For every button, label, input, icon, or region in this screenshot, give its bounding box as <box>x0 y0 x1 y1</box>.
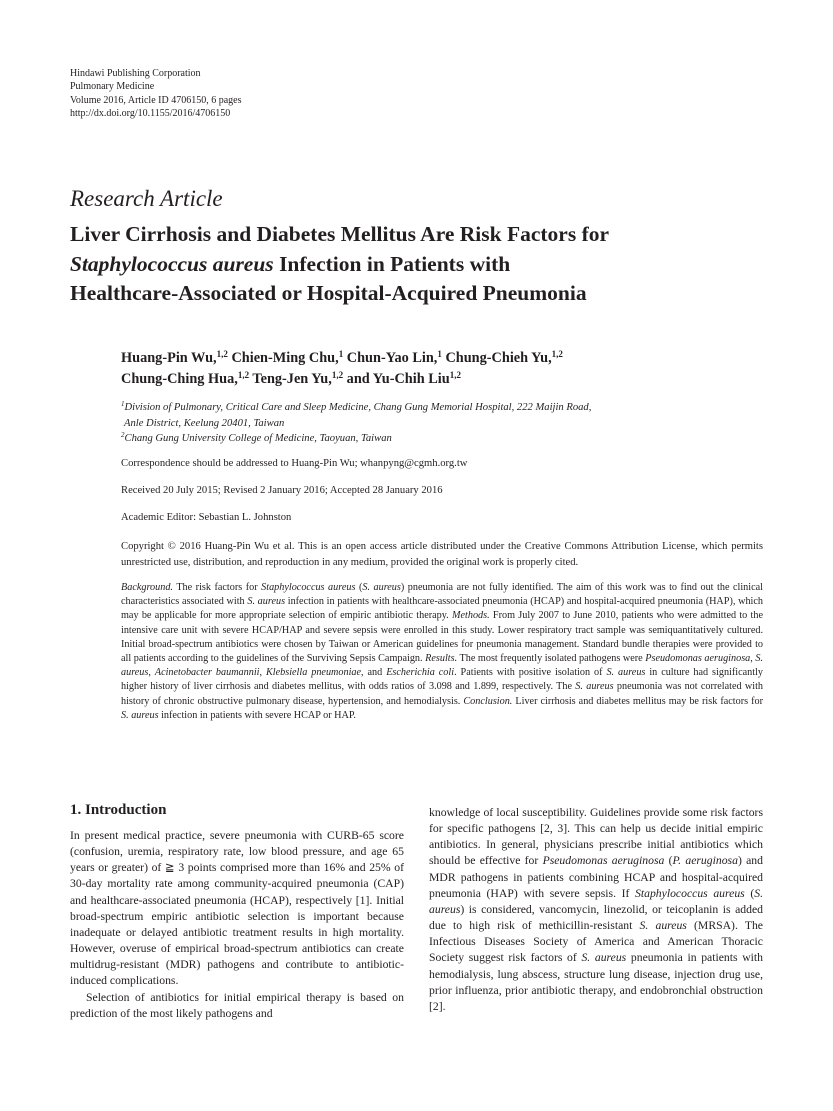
author-affil-sup: 1,2 <box>331 370 344 380</box>
affiliation-1-line-1: $^1$Division of Pulmonary, Critical Care and Sleep Medicine, Chang Gung Memorial Hospital, 222 Maijin Road, <box>121 400 592 413</box>
author-affil-sup: 1 <box>437 349 442 359</box>
affiliation-sup: 1 <box>121 400 125 408</box>
article-type: Research Article <box>70 186 223 211</box>
intro-paragraph-2: Selection of antibiotics for initial empirical therapy is based on prediction of the most likely pathogens and <box>70 990 404 1020</box>
volume-info: Volume 2016, Article ID 4706150, 6 pages <box>70 94 242 106</box>
author-line-2 <box>121 369 761 390</box>
title-line-2-rest: Infection in Patients with <box>273 251 511 276</box>
title-species: Staphylococcus aureus <box>70 251 274 276</box>
affiliations <box>121 400 591 447</box>
intro-left-column <box>70 828 404 1022</box>
intro-paragraph-3: knowledge of local susceptibility. Guidelines provide some risk factors for specific pathogens [2, 3]. This can help us decide initial empiric antibiotics. In general, physicians prescribe initial antibiotics which should be effective for Pseudomonas aeruginosa (P. aeruginosa) and MDR pathogens in patients combining HCAP and hospital-acquired pneumonia (HAP) with severe sepsis. If Staphylococcus aureus (S. aureus) is considered, vancomycin, linezolid, or teicoplanin is added due to high risk of methicillin-resistant S. aureus (MRSA). The Infectious Diseases Society of America and American Thoracic Society suggest risk factors of S. aureus pneumonia in patients with hemodialysis, lung abscess, structure lung disease, injection drug use, prior influenza, prior antibiotic therapy, and endobronchial obstruction [2]. <box>429 806 763 1013</box>
intro-right-column <box>429 805 763 1015</box>
journal-name: Pulmonary Medicine <box>70 81 155 93</box>
doi-link[interactable]: http://dx.doi.org/10.1155/2016/4706150 <box>70 108 231 120</box>
abstract-conclusion-label: Conclusion. <box>463 695 513 707</box>
abstract: Background. The risk factors for Staphylococcus aureus (S. aureus) pneumonia are not fully identified. The aim of this work was to find out the clinical characteristics associated with S. aureus infection in patients with healthcare-associated pneumonia (HCAP) and hospital-acquired pneumonia (HAP), which may be applicable for more appropriate selection of empiric antibiotic therapy. Methods. From July 2007 to June 2010, patients who were admitted to the intensive care unit with severe HCAP/HAP and severe sepsis were enrolled in this study. Lower respiratory tract sample was semiquantitatively cultured. Initial broad-spectrum antibiotics were chosen by Taiwan or American guidelines for pneumonia management. Standard bundle therapies were provided to all patients according to the guidelines of the Surviving Sepsis Campaign. Results. The most frequently isolated pathogens were Pseudomonas aeruginosa, S. aureus, Acinetobacter baumannii, Klebsiella pneumoniae, and Escherichia coli. Patients with positive isolation of S. aureus in culture had significantly higher history of liver cirrhosis and diabetes mellitus, with odds ratios of 3.098 and 1.899, respectively. The S. aureus pneumonia was not correlated with history of chronic obstructive pulmonary disease, hypertension, and hemodialysis. Conclusion. Liver cirrhosis and diabetes mellitus may be risk factors for S. aureus infection in patients with severe HCAP or HAP. <box>121 582 764 721</box>
intro-paragraph-1: In present medical practice, severe pneumonia with CURB-65 score (confusion, uremia, respiratory rate, low blood pressure, and age 65 years or greater) of ≧ 3 points comprised more than 16% and 25% of 30-day mortality rate among community-acquired pneumonia (CAP) and healthcare-associated pneumonia (HCAP), respectively [1]. Initial broad-spectrum empiric antibiotic selection is important because inadequate or delayed antibiotic treatment results in high mortality. However, overuse of empirical broad-spectrum antibiotics can create multidrug-resistant (MDR) pathogens and contribute to antibiotic-induced complications. <box>70 829 404 988</box>
journal-header <box>70 67 241 121</box>
abstract-background-label: Background. <box>121 582 173 593</box>
author-name: Chung-Chieh Yu, <box>441 350 552 366</box>
affiliation-2: $^2$Chang Gung University College of Medicine, Taoyuan, Taiwan <box>121 431 392 444</box>
abstract-methods-label: Methods. <box>452 610 490 622</box>
author-affil-sup: 1,2 <box>551 349 563 359</box>
author-name: Chien-Ming Chu, <box>227 350 339 366</box>
paper-title <box>70 220 770 309</box>
author-line-1 <box>121 348 761 369</box>
author-list <box>121 348 761 390</box>
copyright-notice: Copyright © 2016 Huang-Pin Wu et al. This is an open access article distributed under the Creative Commons Attribution License, which permits unrestricted use, distribution, and reproduction in any medium, provided the original work is properly cited. <box>121 541 763 568</box>
affiliation-1-line-2: Anle District, Keelung 20401, Taiwan <box>124 417 285 429</box>
title-line-2 <box>70 250 770 280</box>
author-affil-sup: 1,2 <box>449 370 461 380</box>
author-name: and Yu-Chih Liu <box>343 371 450 387</box>
author-name: Teng-Jen Yu, <box>249 371 332 387</box>
author-name: Chung-Ching Hua, <box>121 371 238 387</box>
title-line-3: Healthcare-Associated or Hospital-Acquired Pneumonia <box>70 281 587 305</box>
publisher-name: Hindawi Publishing Corporation <box>70 68 201 79</box>
received-dates: Received 20 July 2015; Revised 2 January 2016; Accepted 28 January 2016 <box>121 485 443 496</box>
author-name: Chun-Yao Lin, <box>343 350 438 366</box>
title-line-1: Liver Cirrhosis and Diabetes Mellitus Are Risk Factors for <box>70 222 610 246</box>
abstract-results-label: Results. <box>425 653 458 665</box>
author-name: Huang-Pin Wu, <box>121 350 217 366</box>
section-heading-introduction: 1. Introduction <box>70 802 167 818</box>
author-affil-sup: 1 <box>338 349 344 359</box>
author-affil-sup: 1,2 <box>216 349 228 359</box>
author-affil-sup: 1,2 <box>237 370 250 380</box>
correspondence: Correspondence should be addressed to Huang-Pin Wu; whanpyng@cgmh.org.tw <box>121 458 468 469</box>
academic-editor: Academic Editor: Sebastian L. Johnston <box>121 512 292 523</box>
affiliation-sup: 2 <box>121 431 125 439</box>
